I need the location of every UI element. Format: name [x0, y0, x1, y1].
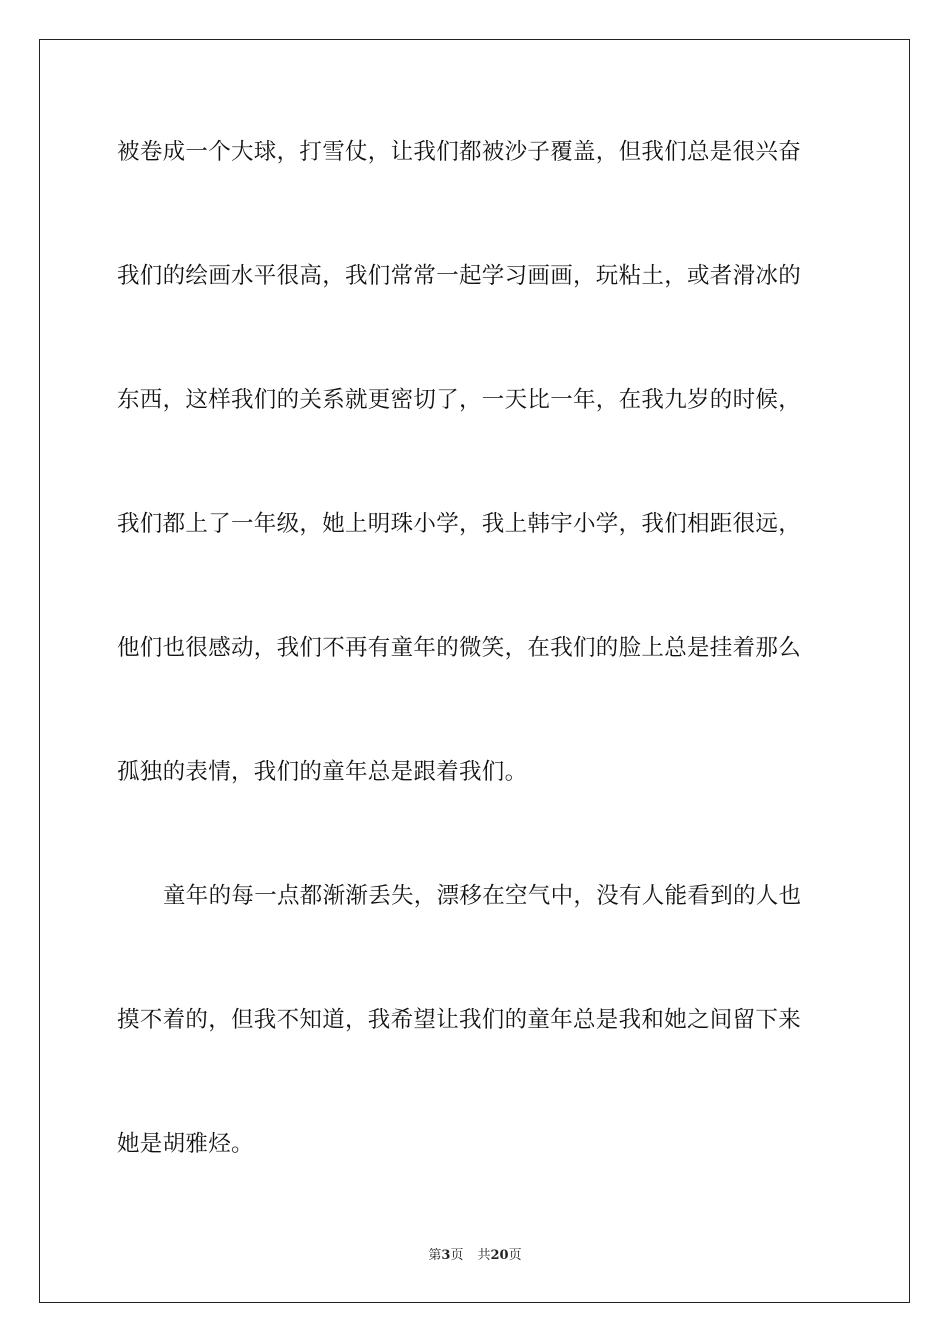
text-line: 我们都上了一年级，她上明珠小学，我上韩宇小学，我们相距很远，: [117, 511, 802, 537]
total-suffix: 页: [508, 1248, 522, 1263]
text-line: 孤独的表情，我们的童年总是跟着我们。: [117, 759, 528, 785]
page-border: [39, 39, 910, 1303]
page-prefix: 第: [428, 1248, 442, 1263]
text-line: 被卷成一个大球，打雪仗，让我们都被沙子覆盖，但我们总是很兴奋: [117, 139, 802, 165]
page-suffix: 页: [450, 1248, 464, 1263]
paragraph-first-line: 童年的每一点都渐渐丢失，漂移在空气中，没有人能看到的人也: [163, 883, 802, 909]
page-number: 3: [441, 1248, 451, 1263]
text-line: 她是胡雅烃。: [117, 1131, 254, 1157]
total-prefix: 共: [477, 1248, 491, 1263]
page-footer: [0, 1247, 950, 1265]
text-line: 我们的绘画水平很高，我们常常一起学习画画，玩粘土，或者滑冰的: [117, 263, 802, 289]
text-line: 东西，这样我们的关系就更密切了，一天比一年，在我九岁的时候，: [117, 387, 802, 413]
text-line: 摸不着的，但我不知道，我希望让我们的童年总是我和她之间留下来: [117, 1007, 802, 1033]
total-pages: 20: [490, 1248, 509, 1263]
text-line: 他们也很感动，我们不再有童年的微笑，在我们的脸上总是挂着那么: [117, 635, 802, 661]
